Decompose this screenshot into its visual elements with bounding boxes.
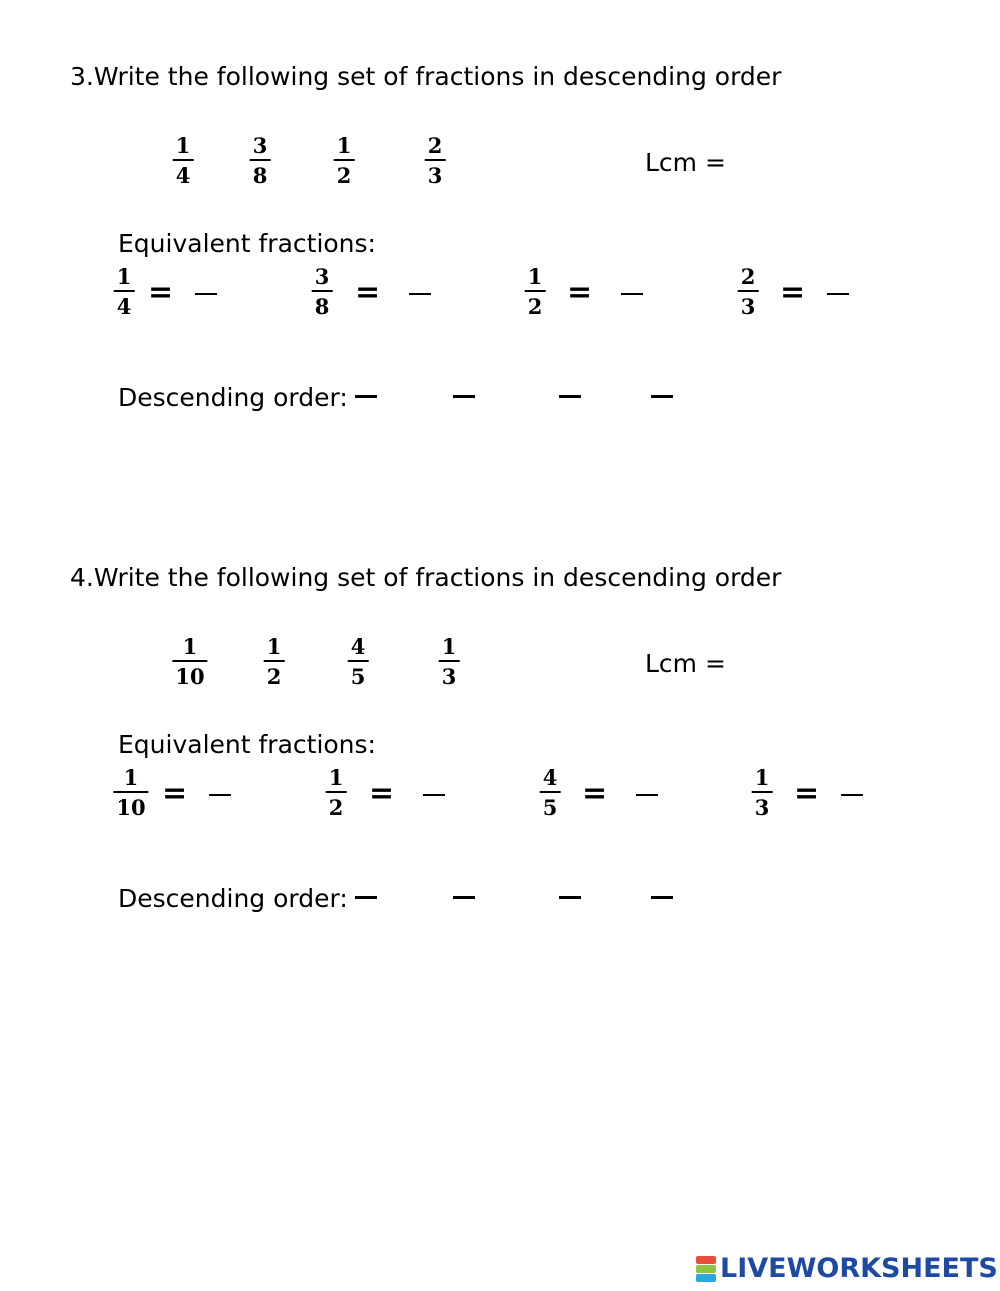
lcm-label: Lcm = — [645, 649, 726, 678]
equivalent-source-fraction — [326, 766, 347, 820]
equivalent-source-fraction — [738, 265, 759, 319]
fraction-bar — [326, 791, 347, 793]
numerator: 4 — [542, 765, 558, 790]
fraction-bar — [250, 159, 271, 161]
denominator: 10 — [175, 664, 205, 689]
fraction-bar — [348, 660, 369, 662]
numerator: 3 — [252, 133, 268, 158]
equivalent-source-fraction — [540, 766, 561, 820]
order-blank[interactable] — [559, 896, 581, 899]
given-fraction — [348, 635, 369, 689]
denominator: 3 — [441, 664, 457, 689]
numerator: 1 — [266, 634, 282, 659]
answer-blank[interactable] — [621, 293, 643, 295]
answer-blank[interactable] — [409, 293, 431, 295]
fraction-bar — [312, 290, 333, 292]
denominator: 3 — [740, 294, 756, 319]
order-blank[interactable] — [651, 896, 673, 899]
denominator: 3 — [754, 795, 770, 820]
fraction-bar — [114, 290, 135, 292]
equals-sign: = — [567, 275, 593, 310]
given-fraction — [439, 635, 460, 689]
fraction-bar — [425, 159, 446, 161]
fraction-bar — [113, 791, 148, 793]
order-blank[interactable] — [453, 896, 475, 899]
denominator: 3 — [427, 163, 443, 188]
numerator: 1 — [754, 765, 770, 790]
equivalent-source-fraction — [113, 766, 148, 820]
equivalent-source-fraction — [312, 265, 333, 319]
fraction-bar — [334, 159, 355, 161]
equivalent-source-fraction — [525, 265, 546, 319]
equals-sign: = — [780, 275, 806, 310]
given-fraction — [425, 134, 446, 188]
equals-sign: = — [148, 275, 174, 310]
answer-blank[interactable] — [636, 794, 658, 796]
numerator: 3 — [314, 264, 330, 289]
numerator: 4 — [350, 634, 366, 659]
given-fraction — [172, 635, 207, 689]
fraction-bar — [738, 290, 759, 292]
equals-sign: = — [582, 776, 608, 811]
denominator: 2 — [336, 163, 352, 188]
answer-blank[interactable] — [209, 794, 231, 796]
answer-blank[interactable] — [827, 293, 849, 295]
fraction-bar — [439, 660, 460, 662]
equivalent-source-fraction — [114, 265, 135, 319]
given-fraction — [264, 635, 285, 689]
liveworksheets-brand[interactable] — [696, 1253, 998, 1284]
logo-block-w — [696, 1265, 716, 1273]
fraction-bar — [540, 791, 561, 793]
denominator: 4 — [116, 294, 132, 319]
numerator: 1 — [116, 264, 132, 289]
denominator: 5 — [350, 664, 366, 689]
question-3-title: 3.Write the following set of fractions in descending order — [70, 62, 782, 91]
fraction-bar — [172, 660, 207, 662]
numerator: 1 — [328, 765, 344, 790]
order-blank[interactable] — [651, 395, 673, 398]
equals-sign: = — [794, 776, 820, 811]
given-fraction — [173, 134, 194, 188]
equivalent-fractions-label: Equivalent fractions: — [118, 730, 376, 759]
order-blank[interactable] — [453, 395, 475, 398]
lcm-label: Lcm = — [645, 148, 726, 177]
numerator: 2 — [427, 133, 443, 158]
fraction-bar — [173, 159, 194, 161]
denominator: 8 — [252, 163, 268, 188]
equivalent-source-fraction — [752, 766, 773, 820]
equals-sign: = — [355, 275, 381, 310]
order-blank[interactable] — [559, 395, 581, 398]
given-fraction — [334, 134, 355, 188]
brand-text: LIVEWORKSHEETS — [720, 1253, 998, 1284]
fraction-bar — [752, 791, 773, 793]
equivalent-fractions-label: Equivalent fractions: — [118, 229, 376, 258]
denominator: 8 — [314, 294, 330, 319]
liveworksheets-logo-icon — [696, 1256, 716, 1282]
answer-blank[interactable] — [841, 794, 863, 796]
numerator: 1 — [123, 765, 139, 790]
descending-order-label: Descending order: — [118, 884, 348, 913]
logo-block-s — [696, 1274, 716, 1282]
order-blank[interactable] — [355, 395, 377, 398]
equals-sign: = — [162, 776, 188, 811]
fraction-bar — [525, 290, 546, 292]
numerator: 1 — [441, 634, 457, 659]
denominator: 2 — [328, 795, 344, 820]
numerator: 1 — [527, 264, 543, 289]
denominator: 10 — [116, 795, 146, 820]
denominator: 2 — [527, 294, 543, 319]
denominator: 4 — [175, 163, 191, 188]
numerator: 1 — [182, 634, 198, 659]
given-fraction — [250, 134, 271, 188]
equals-sign: = — [369, 776, 395, 811]
numerator: 1 — [336, 133, 352, 158]
numerator: 2 — [740, 264, 756, 289]
logo-block-l — [696, 1256, 716, 1264]
fraction-bar — [264, 660, 285, 662]
numerator: 1 — [175, 133, 191, 158]
order-blank[interactable] — [355, 896, 377, 899]
answer-blank[interactable] — [423, 794, 445, 796]
answer-blank[interactable] — [195, 293, 217, 295]
question-4-title: 4.Write the following set of fractions in descending order — [70, 563, 782, 592]
descending-order-label: Descending order: — [118, 383, 348, 412]
denominator: 2 — [266, 664, 282, 689]
denominator: 5 — [542, 795, 558, 820]
